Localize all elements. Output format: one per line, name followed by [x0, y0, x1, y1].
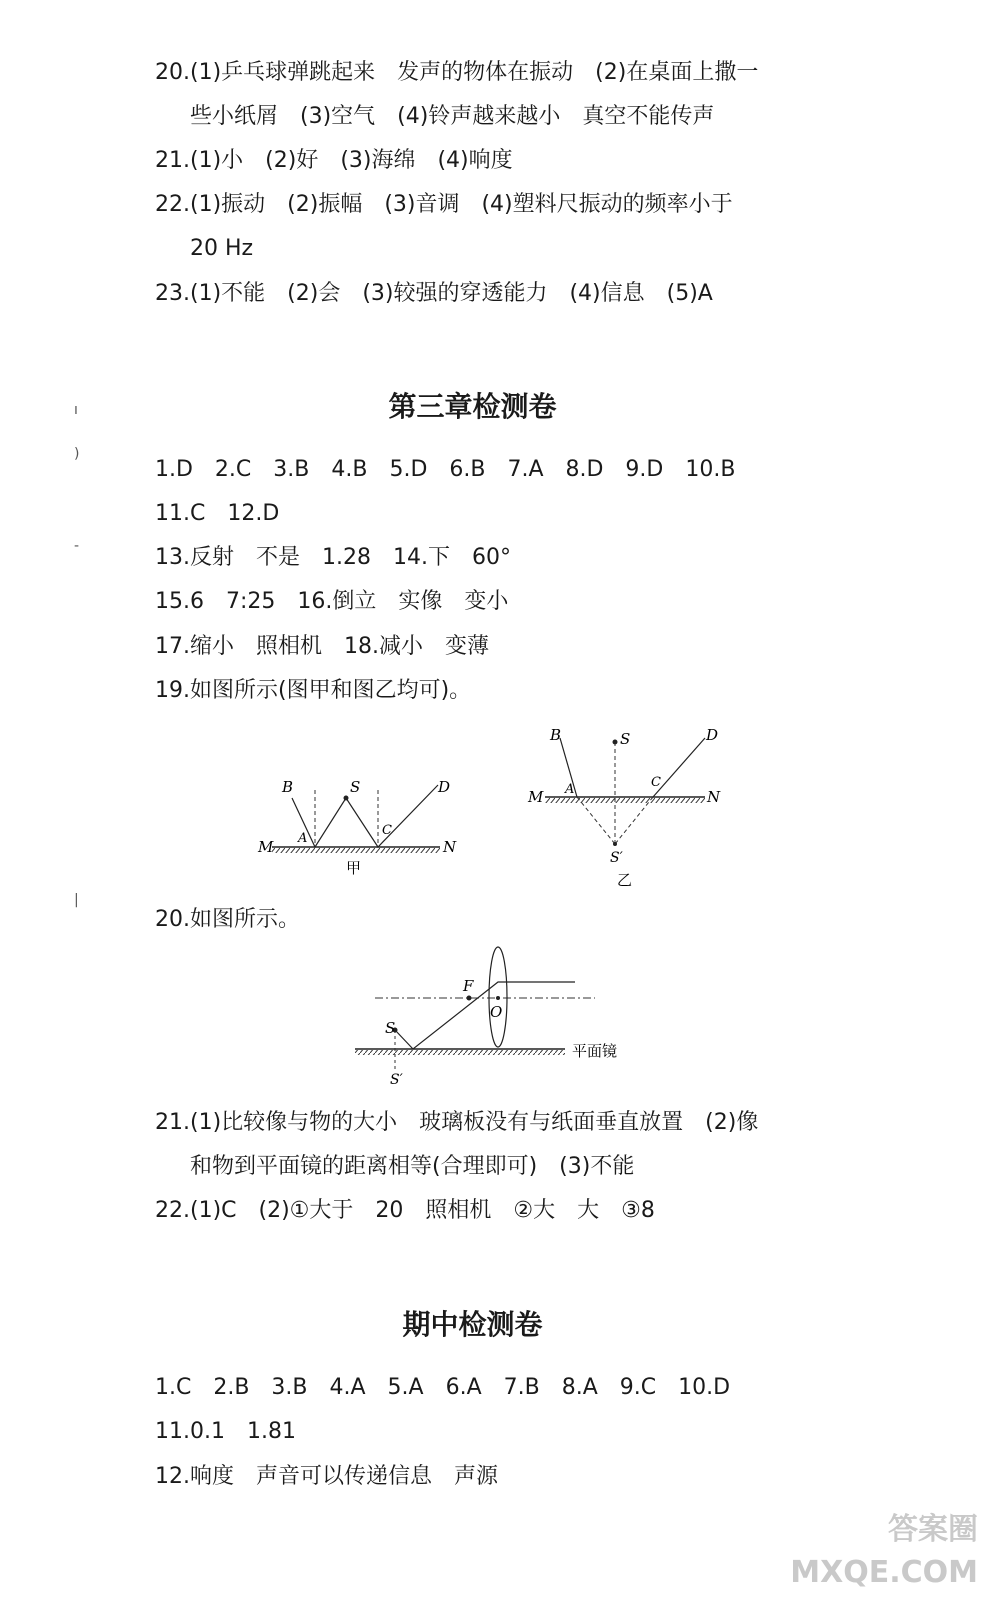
label-s-prime: S′	[390, 1072, 403, 1088]
figure-yi	[525, 720, 740, 895]
caption-jia: 甲	[346, 859, 362, 877]
label-m: M	[528, 788, 544, 806]
watermark-url: MXQE.COM	[790, 1555, 978, 1590]
answer-21-ch3-cont: 和物到平面镜的距离相等(合理即可) (3)不能	[190, 1154, 635, 1179]
label-b: B	[550, 726, 562, 744]
answer-19: 19.如图所示(图甲和图乙均可)。	[155, 678, 472, 703]
edge-mark: |	[74, 892, 79, 908]
figure-20	[350, 945, 650, 1090]
answer-21-ch3: 21.(1)比较像与物的大小 玻璃板没有与纸面垂直放置 (2)像	[155, 1110, 759, 1135]
label-s: S	[620, 730, 631, 748]
mirror-label: 平面镜	[572, 1042, 618, 1060]
edge-mark: -	[74, 538, 80, 554]
answer-22-cont: 20 Hz	[190, 236, 254, 261]
label-n: N	[443, 838, 457, 856]
answer-21: 21.(1)小 (2)好 (3)海绵 (4)响度	[155, 148, 513, 173]
watermark-logo: 答案圈	[888, 1512, 978, 1547]
label-c: C	[651, 775, 661, 790]
caption-yi: 乙	[617, 871, 633, 889]
answer-22: 22.(1)振动 (2)振幅 (3)音调 (4)塑料尺振动的频率小于	[155, 192, 733, 217]
label-f: F	[463, 977, 474, 995]
edge-mark: )	[74, 446, 80, 462]
label-c: C	[382, 823, 392, 838]
label-s: S	[385, 1019, 396, 1037]
answer-13-14: 13.反射 不是 1.28 14.下 60°	[155, 545, 511, 570]
label-m: M	[258, 838, 274, 856]
answer-11-mid: 11.0.1 1.81	[155, 1419, 296, 1444]
answer-12-mid: 12.响度 声音可以传递信息 声源	[155, 1464, 498, 1489]
answer-20-cont: 些小纸屑 (3)空气 (4)铃声越来越小 真空不能传声	[190, 104, 715, 129]
label-d: D	[706, 726, 719, 744]
answer-22-ch3: 22.(1)C (2)①大于 20 照相机 ②大 大 ③8	[155, 1198, 655, 1223]
answer-17-18: 17.缩小 照相机 18.减小 变薄	[155, 634, 489, 659]
mc-answers-mid: 1.C 2.B 3.B 4.A 5.A 6.A 7.B 8.A 9.C 10.D	[155, 1375, 731, 1400]
label-s: S	[350, 778, 361, 796]
answer-20: 20.(1)乒乓球弹跳起来 发声的物体在振动 (2)在桌面上撒一	[155, 60, 759, 85]
chapter3-title: 第三章检测卷	[388, 390, 557, 423]
label-a: A	[298, 831, 308, 846]
mc-answers-2: 11.C 12.D	[155, 501, 280, 526]
label-s-prime: S′	[610, 850, 623, 866]
label-d: D	[438, 778, 451, 796]
figure-jia	[250, 770, 460, 880]
answer-15-16: 15.6 7:25 16.倒立 实像 变小	[155, 589, 509, 614]
label-a: A	[565, 782, 575, 797]
mc-answers-1: 1.D 2.C 3.B 4.B 5.D 6.B 7.A 8.D 9.D 10.B	[155, 457, 736, 482]
midterm-title: 期中检测卷	[402, 1308, 543, 1341]
label-n: N	[707, 788, 721, 806]
answer-20-ch3: 20.如图所示。	[155, 907, 300, 932]
edge-mark: ı	[74, 402, 78, 418]
label-b: B	[282, 778, 294, 796]
answer-23: 23.(1)不能 (2)会 (3)较强的穿透能力 (4)信息 (5)A	[155, 281, 713, 306]
label-o: O	[490, 1003, 503, 1021]
